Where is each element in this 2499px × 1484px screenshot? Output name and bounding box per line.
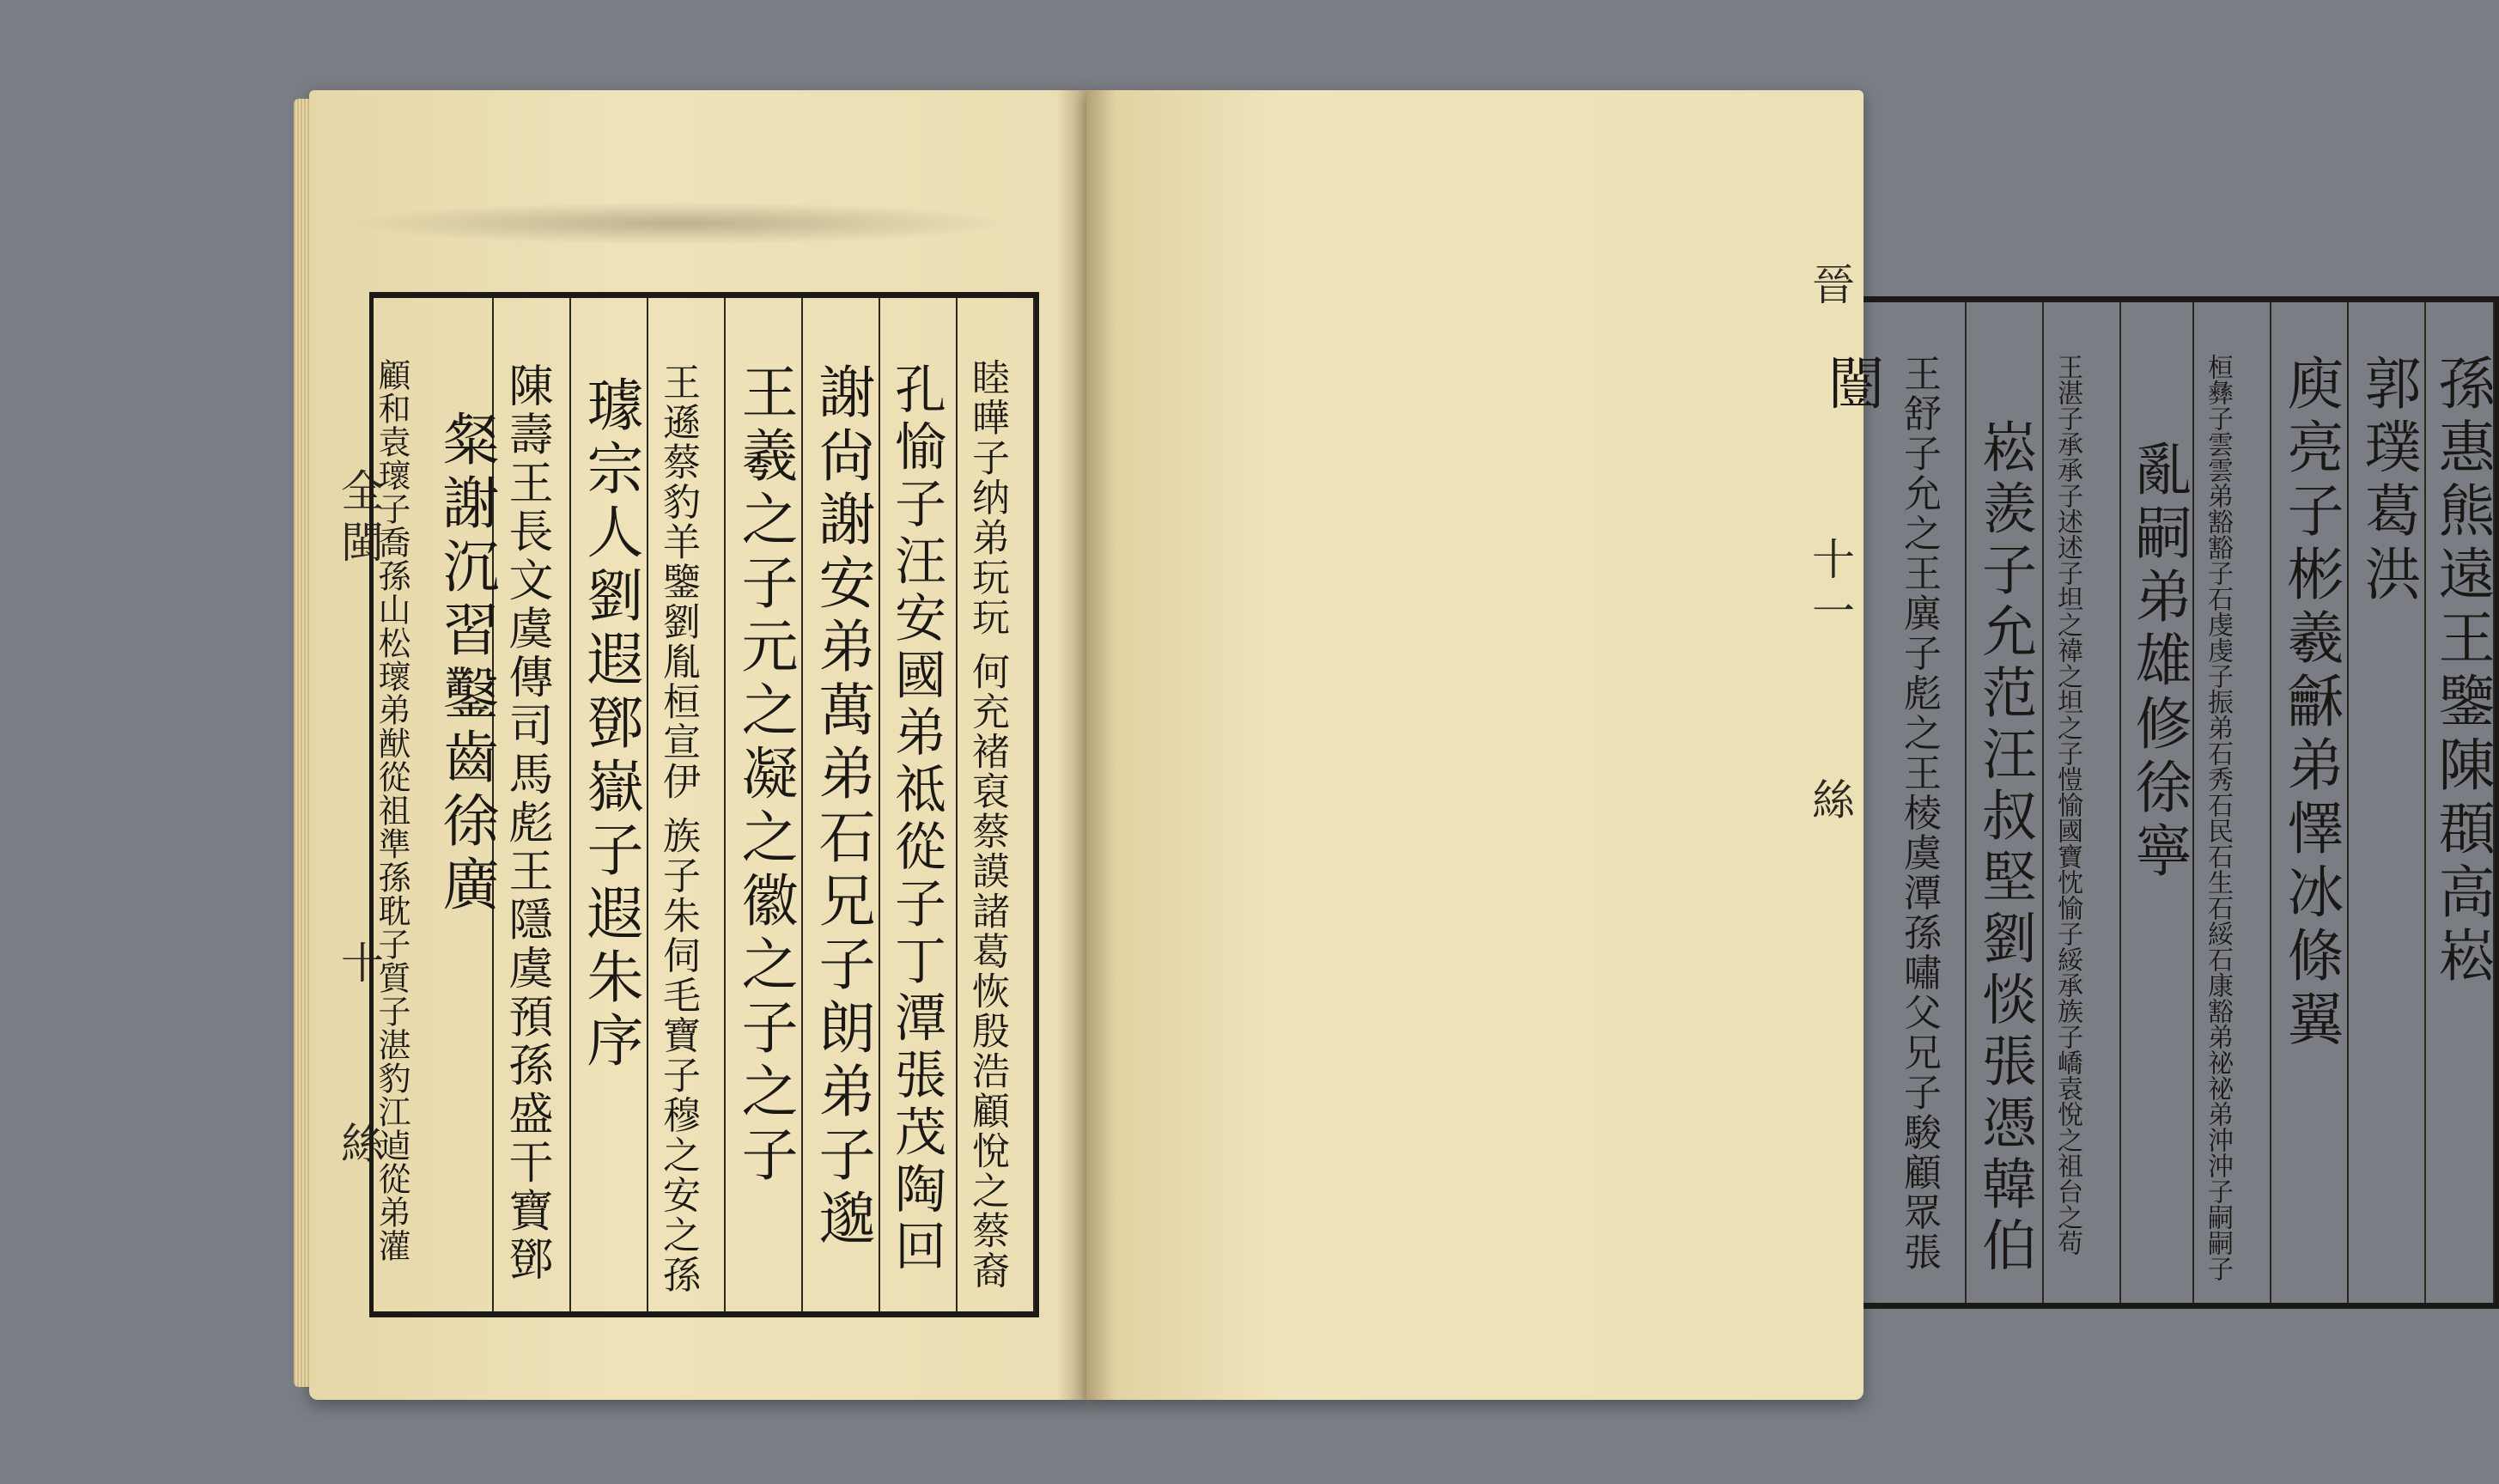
- left-column-4: [726, 298, 803, 1311]
- right-page: [1086, 90, 2495, 1400]
- left-text-frame: [369, 292, 1039, 1317]
- left-column-3: [803, 298, 880, 1311]
- left-column-1: [958, 298, 1035, 1311]
- left-column-2-text: 孔愉子汪安國弟祗從子丁潭張茂陶回: [886, 362, 946, 1276]
- left-column-6: [571, 298, 648, 1311]
- header-smudge: [344, 202, 1013, 245]
- open-book: [309, 90, 2495, 1400]
- left-margin-label-1: 全閩: [334, 468, 384, 571]
- left-column-7: [494, 298, 571, 1311]
- left-column-8-text: 粲謝沉習鑿齒徐廣: [433, 410, 499, 918]
- left-column-2: [880, 298, 958, 1311]
- right-column-2-text: 郭璞葛洪: [2355, 354, 2421, 608]
- right-column-7: [1967, 302, 2044, 1303]
- left-column-9: [374, 298, 434, 1311]
- right-column-9-text: 闓: [1818, 354, 1884, 417]
- left-column-9-text: 顧和袁瓌子喬孫山松瓌弟猷從祖準孫耽子質子湛豹江逌從弟灌: [373, 358, 410, 1262]
- right-column-8: [1889, 302, 1967, 1303]
- page-edges: [294, 99, 311, 1387]
- left-margin-label-3: 絲: [334, 1121, 384, 1172]
- right-column-4-text: 桓彝子雲雲弟豁豁子石虔虔子振弟石秀石民石生石綏石康豁弟祕祕弟沖沖子嗣嗣子: [2203, 354, 2233, 1281]
- right-column-6: [2044, 302, 2121, 1303]
- right-column-7-text: 崧羨子允范汪叔堅劉惔張憑韓伯: [1973, 418, 2036, 1278]
- right-column-3-text: 庾亮子彬羲龢弟懌冰條翼: [2277, 354, 2344, 1053]
- left-column-5-text: 王遜蔡豹羊鑒劉胤桓宣伊 族子朱伺毛寶子穆之安之孫: [656, 362, 700, 1295]
- left-column-8: [433, 298, 499, 1311]
- right-column-8-text: 王舒子允之王廙子彪之王棱虞潭孫嘯父兄子駿顧眾張: [1897, 354, 1941, 1273]
- book-spine: [1056, 90, 1116, 1400]
- right-margin-label-2: 十一: [1805, 537, 1855, 640]
- right-column-1-text: 孫惠熊遠王鑒陳頵高崧: [2429, 354, 2495, 989]
- right-column-3: [2271, 302, 2349, 1303]
- right-margin-label-1: 晉: [1805, 262, 1855, 313]
- right-column-4: [2194, 302, 2271, 1303]
- left-page: [309, 90, 1086, 1400]
- left-margin-label-2: 十: [334, 940, 384, 992]
- left-column-6-text: 璩宗人劉遐鄧嶽子遐朱序: [577, 375, 643, 1074]
- right-margin-label-3: 絲: [1805, 777, 1855, 829]
- left-column-1-text: 睦曄子纳弟玩玩 何充褚裒蔡謨諸葛恢殷浩顧悅之蔡裔: [965, 358, 1009, 1291]
- right-column-1: [2426, 302, 2495, 1303]
- right-column-6-text: 王湛子承承子述述子坦之禕之坦之子愷愉國寶忱愉子綏承族子嶠袁悅之祖台之苟: [2052, 354, 2082, 1256]
- left-column-4-text: 王羲之子元之凝之徽之子之子: [732, 362, 798, 1189]
- left-column-5: [648, 298, 726, 1311]
- right-column-5: [2121, 302, 2194, 1303]
- left-column-7-text: 陳壽王長文虞傳司馬彪王隱虞預孫盛干寶鄧: [501, 362, 552, 1285]
- right-column-5-text: 亂嗣弟雄修徐寧: [2125, 440, 2192, 885]
- right-column-9: [1812, 302, 1889, 1303]
- right-column-2: [2349, 302, 2426, 1303]
- left-column-3-text: 謝尙謝安弟萬弟石兄子朗弟子邈: [809, 362, 875, 1252]
